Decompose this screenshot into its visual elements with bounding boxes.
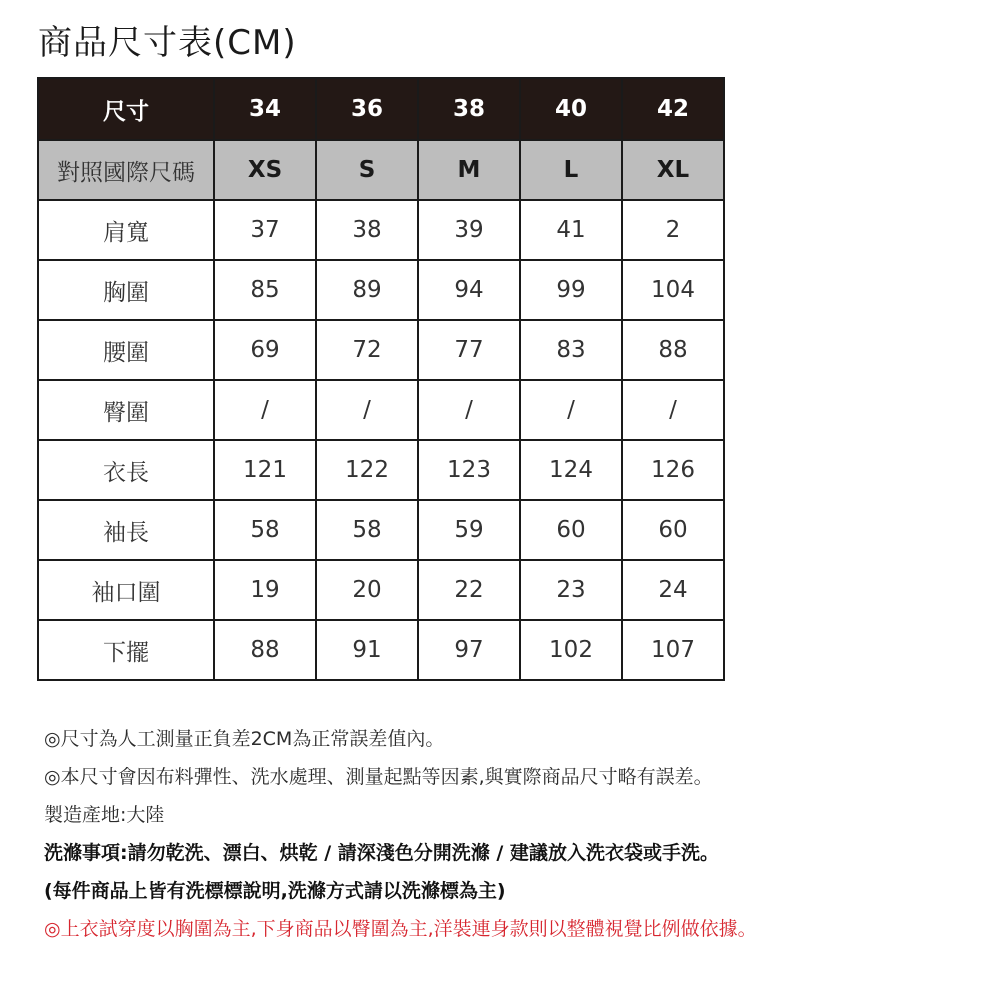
- table-cell: 41: [520, 200, 622, 260]
- table-cell: 77: [418, 320, 520, 380]
- table-cell: 121: [214, 440, 316, 500]
- table-cell: 22: [418, 560, 520, 620]
- intl-size-cell: L: [520, 140, 622, 200]
- intl-size-cell: XL: [622, 140, 724, 200]
- table-cell: /: [622, 380, 724, 440]
- table-row: [38, 440, 724, 500]
- page-title: 商品尺寸表(CM): [38, 23, 297, 63]
- row-label: 下擺: [38, 620, 214, 680]
- table-cell: 59: [418, 500, 520, 560]
- table-cell: 69: [214, 320, 316, 380]
- table-cell: 60: [622, 500, 724, 560]
- table-cell: 107: [622, 620, 724, 680]
- table-cell: 126: [622, 440, 724, 500]
- table-cell: 39: [418, 200, 520, 260]
- table-row: [38, 200, 724, 260]
- table-row: [38, 380, 724, 440]
- table-cell: 38: [316, 200, 418, 260]
- table-cell: 104: [622, 260, 724, 320]
- table-cell: 94: [418, 260, 520, 320]
- table-cell: 19: [214, 560, 316, 620]
- table-cell: /: [520, 380, 622, 440]
- table-row: [38, 260, 724, 320]
- table-cell: 122: [316, 440, 418, 500]
- washing-label-note: (每件商品上皆有洗標標說明,洗滌方式請以洗滌標為主): [44, 880, 506, 902]
- header-size-cell: 34: [214, 78, 316, 140]
- header-size-cell: 38: [418, 78, 520, 140]
- table-cell: 91: [316, 620, 418, 680]
- table-cell: 124: [520, 440, 622, 500]
- table-cell: 123: [418, 440, 520, 500]
- intl-size-cell: M: [418, 140, 520, 200]
- row-label: 衣長: [38, 440, 214, 500]
- table-cell: 2: [622, 200, 724, 260]
- table-cell: 58: [316, 500, 418, 560]
- notes-section: [44, 720, 994, 948]
- intl-size-cell: S: [316, 140, 418, 200]
- variance-note: ◎本尺寸會因布料彈性、洗水處理、測量起點等因素,與實際商品尺寸略有誤差。: [44, 766, 713, 788]
- table-cell: 88: [214, 620, 316, 680]
- table-row: [38, 560, 724, 620]
- row-label: 臀圍: [38, 380, 214, 440]
- table-cell: 102: [520, 620, 622, 680]
- table-cell: 37: [214, 200, 316, 260]
- table-cell: 60: [520, 500, 622, 560]
- table-cell: 20: [316, 560, 418, 620]
- table-cell: 83: [520, 320, 622, 380]
- intl-size-cell: XS: [214, 140, 316, 200]
- header-size-cell: 36: [316, 78, 418, 140]
- table-row: [38, 320, 724, 380]
- header-label-cell: 尺寸: [38, 78, 214, 140]
- header-size-cell: 40: [520, 78, 622, 140]
- table-cell: 97: [418, 620, 520, 680]
- table-cell: 88: [622, 320, 724, 380]
- row-label: 腰圍: [38, 320, 214, 380]
- measurement-error-note: ◎尺寸為人工測量正負差2CM為正常誤差值內。: [44, 728, 445, 750]
- table-cell: 85: [214, 260, 316, 320]
- table-cell: 24: [622, 560, 724, 620]
- table-cell: /: [418, 380, 520, 440]
- header-size-cell: 42: [622, 78, 724, 140]
- table-cell: 23: [520, 560, 622, 620]
- intl-size-row: [38, 140, 724, 200]
- table-cell: 99: [520, 260, 622, 320]
- row-label: 袖長: [38, 500, 214, 560]
- table-cell: 58: [214, 500, 316, 560]
- intl-size-label: 對照國際尺碼: [38, 140, 214, 200]
- table-cell: /: [316, 380, 418, 440]
- table-header-row: [38, 78, 724, 140]
- row-label: 袖口圍: [38, 560, 214, 620]
- row-label: 肩寬: [38, 200, 214, 260]
- washing-instructions: 洗滌事項:請勿乾洗、漂白、烘乾 / 請深淺色分開洗滌 / 建議放入洗衣袋或手洗。: [44, 842, 719, 864]
- row-label: 胸圍: [38, 260, 214, 320]
- table-cell: /: [214, 380, 316, 440]
- table-row: [38, 500, 724, 560]
- table-cell: 89: [316, 260, 418, 320]
- size-chart-table: [37, 77, 725, 681]
- table-cell: 72: [316, 320, 418, 380]
- fitting-note: ◎上衣試穿度以胸圍為主,下身商品以臀圍為主,洋裝連身款則以整體視覺比例做依據。: [44, 918, 757, 940]
- origin-note: 製造產地:大陸: [44, 804, 165, 826]
- table-row: [38, 620, 724, 680]
